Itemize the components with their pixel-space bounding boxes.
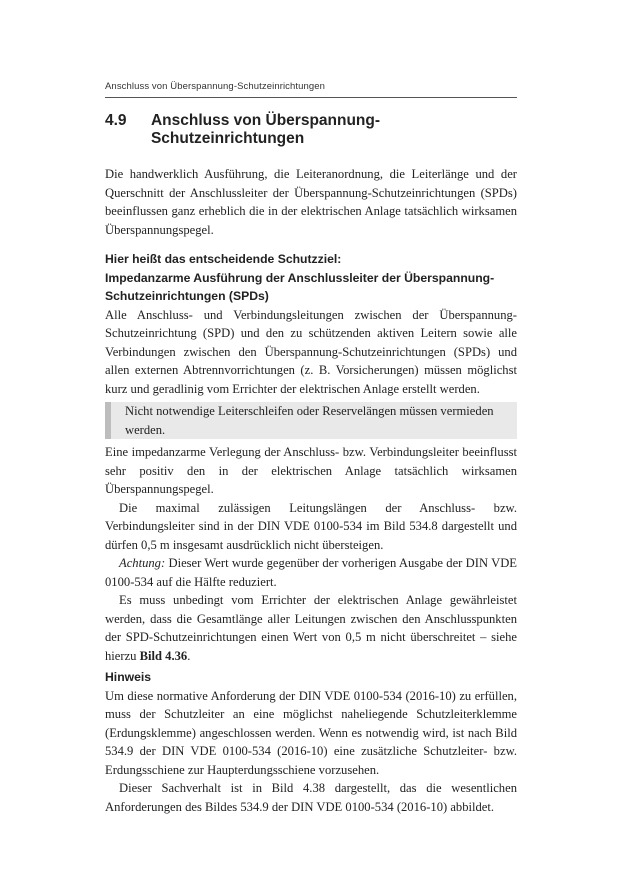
attention-text: Dieser Wert wurde gegenüber der vorherigen Ausgabe der DIN VDE 0100-534 auf die Hälfte reduziert.: [105, 556, 517, 589]
paragraph-text: Es muss unbedingt vom Errichter der elektrischen Anlage gewährleistet werden, dass die Gesamtlänge aller Leitungen zwischen den Anschlusspunkten der SPD-Schutzeinrichtungen einen Wert von 0,5 m nicht überschreitet – siehe hierzu: [105, 593, 517, 663]
running-header: Anschluss von Überspannung-Schutzeinrichtungen: [105, 81, 326, 92]
hinweis-heading: Hinweis: [105, 670, 152, 684]
note-text: Nicht notwendige Leiterschleifen oder Reservelängen müssen vermieden werden.: [125, 404, 494, 437]
note-box: [105, 402, 517, 439]
body-paragraph: Die maximal zulässigen Leitungslängen der Anschluss- bzw. Verbindungsleiter sind in der DIN VDE 0100-534 im Bild 534.8 dargestellt und dürfen 0,5 m insgesamt ausdrücklich nicht übersteigen.: [105, 500, 517, 552]
hinweis-paragraph: Dieser Sachverhalt ist in Bild 4.38 dargestellt, das die wesentlichen Anforderungen des Bildes 534.9 der DIN VDE 0100-534 (2016-10) abbildet.: [105, 781, 517, 814]
goal-heading: Hier heißt das entscheidende Schutzziel:: [105, 252, 342, 266]
body-paragraph: Eine impedanzarme Verlegung der Anschluss- bzw. Verbindungsleiter beeinflusst sehr positiv den in der elektrischen Anlage tatsächlich wirksamen Überspannungspegel.: [105, 445, 517, 496]
page-content: [105, 112, 517, 816]
intro-paragraph: Die handwerklich Ausführung, die Leiteranordnung, die Leiterlänge und der Querschnitt der Anschlussleiter der Überspannung-Schutzeinrichtungen (SPDs) beeinflussen ganz erheblich die in der elektrischen Anlage tatsächlich wirksamen Überspannungspegel.: [105, 167, 517, 237]
attention-label: Achtung:: [119, 556, 166, 570]
body-paragraph: [105, 591, 517, 665]
goal-subheading: Impedanzarme Ausführung der Anschlussleiter der Überspannung-Schutzeinrichtungen (SPDs): [105, 270, 495, 303]
attention-paragraph: [105, 554, 517, 591]
paragraph-end: .: [187, 648, 191, 663]
figure-reference: Bild 4.36: [139, 648, 188, 663]
section-heading: Anschluss von Überspannung-Schutzeinrichtungen: [150, 112, 381, 147]
hinweis-paragraph: Um diese normative Anforderung der DIN VDE 0100-534 (2016-10) zu erfüllen, muss der Schutzleiter an eine möglichst naheliegende Schutzleiterklemme (Erdungsklemme) angeschlossen werden. Wenn es notwendig wird, ist nach Bild 534.9 der DIN VDE 0100-534 (2016-10) eine zusätzliche Schutzleiter- bzw. Erdungsschiene zur Haupterdungsschiene vorzusehen.: [105, 688, 517, 777]
section-number: 4.9: [105, 112, 127, 129]
section-title: [105, 112, 517, 148]
goal-paragraph: Alle Anschluss- und Verbindungsleitungen zwischen der Überspannung-Schutzeinrichtung (SPD) und den zu schützenden aktiven Leitern sowie alle Verbindungen zwischen den Überspannung-Schutzeinrichtungen (SPDs) und allen externen Abtrennvorrichtungen (z. B. Vorsicherungen) müssen möglichst kurz und geradlinig vom Errichter der elektrischen Anlage erstellt werden.: [105, 307, 517, 396]
header-divider: [105, 97, 517, 98]
